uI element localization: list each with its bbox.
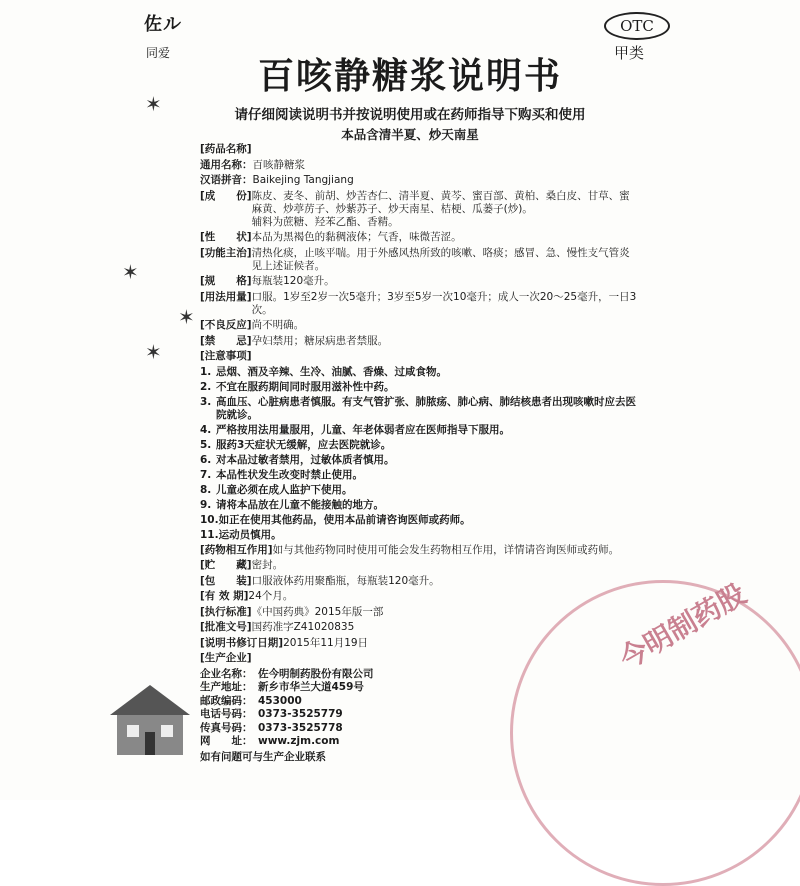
precaution-text: 儿童必须在成人监护下使用。	[216, 483, 353, 496]
precaution-item: 3. 高血压、心脏病患者慎服。有支气管扩张、肺脓疡、肺心病、肺结核患者出现咳嗽时应去医院就诊。	[200, 396, 640, 422]
generic-name-value: 百咳静糖浆	[252, 158, 305, 171]
mfr-value: 佐今明制药股份有限公司	[258, 667, 374, 680]
precaution-text: 如正在使用其他药品，使用本品前请咨询医师或药师。	[218, 513, 471, 526]
precaution-text: 运动员慎用。	[218, 528, 282, 541]
mfr-value: 0373-3525778	[258, 721, 343, 734]
field-value: 24个月。	[248, 590, 294, 602]
field-value: 每瓶装120毫升。	[251, 275, 335, 287]
field-row-package	[200, 575, 640, 588]
precaution-text: 忌烟、酒及辛辣、生冷、油腻、香燥、过咸食物。	[216, 365, 447, 378]
precaution-text: 严格按用法用量服用，儿童、年老体弱者应在医师指导下服用。	[216, 423, 510, 436]
precaution-text: 请将本品放在儿童不能接触的地方。	[216, 498, 384, 511]
precaution-item: 5. 服药3天症状无缓解，应去医院就诊。	[200, 439, 640, 452]
mfr-key: 企业名称：	[200, 667, 253, 680]
field-label: [性 状]	[200, 231, 252, 243]
field-label: [药物相互作用]	[200, 543, 273, 556]
mfr-value: www.zjm.com	[258, 735, 340, 747]
mfr-key: 网 址：	[200, 735, 253, 747]
mfr-key: 传真号码：	[200, 721, 253, 734]
field-row-dosage	[200, 291, 640, 317]
field-label: [包 装]	[200, 574, 252, 587]
field-value: 如与其他药物同时使用可能会发生药物相互作用，详情请咨询医师或药师。	[272, 543, 620, 556]
house-drawing-icon	[105, 680, 195, 760]
contact-notice: 如有问题可与生产企业联系	[200, 751, 326, 763]
field-label: [说明书修订日期]	[200, 636, 284, 649]
field-row-adverse	[200, 319, 640, 332]
pinyin-value: Baikejing Tangjiang	[252, 174, 354, 186]
field-row-indications	[200, 247, 640, 273]
mfr-value: 0373-3525779	[258, 708, 343, 720]
field-row-contraindications	[200, 335, 640, 348]
field-value: 2015年11月19日	[283, 636, 369, 649]
otc-category: 甲类	[614, 44, 645, 62]
page-title: 百咳静糖浆说明书	[257, 56, 562, 97]
field-row-ingredients	[200, 190, 640, 229]
precaution-item: 7. 本品性状发生改变时禁止使用。	[200, 469, 640, 482]
field-label: [功能主治]	[200, 246, 252, 259]
field-value: 《中国药典》2015年版一部	[251, 605, 384, 618]
otc-badge: OTC	[604, 12, 670, 40]
section-precautions: [注意事项]	[200, 350, 252, 362]
field-value: 口服液体药用聚酯瓶，每瓶装120毫升。	[251, 574, 440, 587]
field-label: [禁 忌]	[200, 334, 252, 347]
mfr-key: 邮政编码：	[200, 694, 253, 707]
precaution-item: 1. 忌烟、酒及辛辣、生冷、油腻、香燥、过咸食物。	[200, 366, 640, 379]
brand-subtext: 同爱	[146, 46, 171, 60]
field-value: 尚不明确。	[251, 319, 305, 331]
field-label: [执行标准]	[200, 605, 252, 618]
field-label: [成 份]	[200, 189, 252, 202]
field-value: 口服。1岁至2岁一次5毫升；3岁至5岁一次10毫升；成人一次20～25毫升，一日3次。	[251, 290, 637, 316]
usage-notice: 请仔细阅读说明书并按说明使用或在药师指导下购买和使用	[234, 107, 586, 123]
mfr-value: 453000	[258, 694, 302, 707]
field-value: 清热化痰，止咳平喘。用于外感风热所致的咳嗽、咯痰；感冒、急、慢性支气管炎见上述证候者。	[251, 246, 630, 272]
precaution-item: 9. 请将本品放在儿童不能接触的地方。	[200, 499, 640, 512]
star-decoration-icon: ✶	[145, 92, 162, 116]
field-label: [批准文号]	[200, 621, 252, 633]
precaution-text: 不宜在服药期间同时服用滋补性中药。	[216, 380, 395, 393]
field-label: [有 效 期]	[200, 590, 249, 602]
field-row-storage	[200, 559, 640, 572]
precaution-text: 对本品过敏者禁用，过敏体质者慎用。	[216, 453, 395, 466]
star-decoration-icon: ✶	[145, 340, 162, 364]
stamp-text: 今明制药股	[613, 577, 752, 676]
field-label: [不良反应]	[200, 319, 252, 331]
field-row-shelf-life	[200, 590, 640, 603]
pinyin-row	[200, 174, 640, 187]
generic-name-row	[200, 159, 640, 172]
field-row-interactions	[200, 544, 640, 557]
field-row-specification	[200, 275, 640, 288]
field-value: 孕妇禁用；糖尿病患者禁服。	[251, 334, 389, 347]
field-value	[252, 190, 640, 229]
precaution-item: 8. 儿童必须在成人监护下使用。	[200, 484, 640, 497]
mfr-value: 新乡市华兰大道459号	[258, 681, 364, 693]
field-label: [用法用量]	[200, 290, 252, 303]
mfr-key: 电话号码：	[200, 708, 253, 720]
field-label: [贮 藏]	[200, 559, 252, 571]
precaution-text: 高血压、心脏病患者慎服。有支气管扩张、肺脓疡、肺心病、肺结核患者出现咳嗽时应去医院就诊。	[216, 395, 636, 421]
precaution-item: 10. 如正在使用其他药品，使用本品前请咨询医师或药师。	[200, 514, 640, 527]
brand-logo: 佐ル	[144, 14, 182, 35]
section-drug-name: [药品名称]	[200, 143, 252, 155]
generic-name-label: 通用名称：	[200, 158, 253, 171]
star-decoration-icon: ✶	[178, 305, 195, 329]
precaution-text: 本品性状发生改变时禁止使用。	[216, 468, 363, 481]
precaution-item: 11. 运动员慎用。	[200, 529, 640, 542]
precaution-item: 6. 对本品过敏者禁用，过敏体质者慎用。	[200, 454, 640, 467]
field-value: 本品为黑褐色的黏稠液体；气香，味微苦涩。	[251, 231, 462, 243]
star-decoration-icon: ✶	[122, 260, 139, 284]
ingredients-text: 陈皮、麦冬、前胡、炒苦杏仁、清半夏、黄芩、蜜百部、黄柏、桑白皮、甘草、蜜麻黄、炒葶苈子、炒紫苏子、炒天南星、桔梗、瓜蒌子(炒)。	[251, 189, 630, 215]
field-value: 密封。	[251, 559, 284, 571]
mfr-key: 生产地址：	[200, 681, 253, 693]
field-row-appearance	[200, 231, 640, 244]
field-label: [规 格]	[200, 275, 252, 287]
precaution-item: 2. 不宜在服药期间同时服用滋补性中药。	[200, 381, 640, 394]
excipients-text: 辅料为蔗糖、羟苯乙酯、香精。	[251, 215, 399, 228]
precaution-text: 服药3天症状无缓解，应去医院就诊。	[216, 438, 392, 451]
field-value: 国药准字Z41020835	[251, 621, 355, 633]
ingredient-notice: 本品含清半夏、炒天南星	[341, 127, 479, 142]
pinyin-label: 汉语拼音：	[200, 174, 253, 186]
precaution-item: 4. 严格按用法用量服用，儿童、年老体弱者应在医师指导下服用。	[200, 424, 640, 437]
section-manufacturer: [生产企业]	[200, 652, 252, 664]
